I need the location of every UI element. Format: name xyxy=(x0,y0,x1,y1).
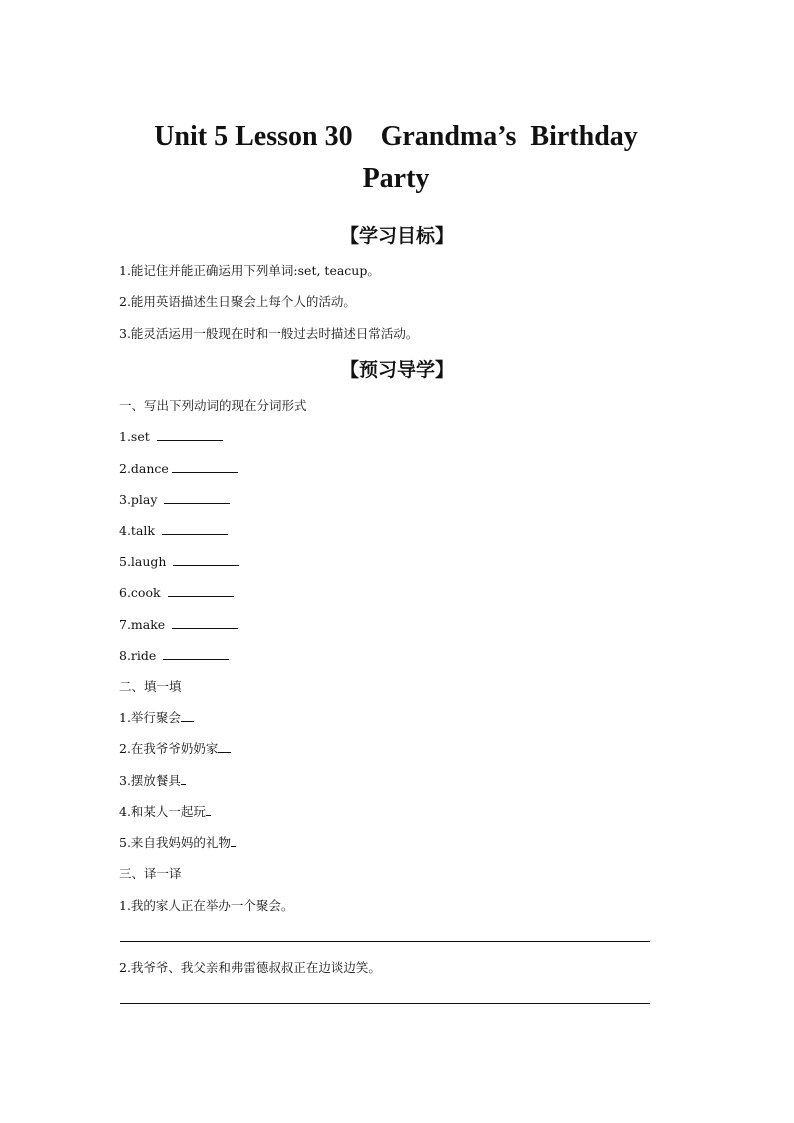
title-line-1: Unit 5 Lesson 30 Grandma’s Birthday xyxy=(154,121,638,152)
translate-item-2: 2.我爷爷、我父亲和弗雷德叔叔正在边谈边笑。 xyxy=(119,960,381,975)
fill-label: 4.和某人一起玩 xyxy=(119,804,206,819)
part1-title: 一、写出下列动词的现在分词形式 xyxy=(119,398,307,413)
verb-label: 3.play xyxy=(119,492,158,507)
fill-label: 5.来自我妈妈的礼物 xyxy=(119,835,231,850)
preview-heading: 【预习导学】 xyxy=(339,359,454,381)
verb-item-2 xyxy=(119,461,238,477)
answer-blank[interactable] xyxy=(173,554,239,566)
answer-blank[interactable] xyxy=(168,585,234,597)
fill-item-3 xyxy=(119,773,186,789)
answer-blank[interactable] xyxy=(231,835,236,847)
answer-blank[interactable] xyxy=(164,492,230,504)
answer-blank[interactable] xyxy=(157,429,223,441)
fill-label: 1.举行聚会 xyxy=(119,710,181,725)
page-title xyxy=(118,116,674,200)
answer-blank[interactable] xyxy=(206,804,211,816)
fill-item-1 xyxy=(119,710,194,726)
answer-blank[interactable] xyxy=(181,773,186,785)
fill-item-2 xyxy=(119,741,231,757)
verb-item-6 xyxy=(119,585,234,601)
goal-item-2: 2.能用英语描述生日聚会上每个人的活动。 xyxy=(119,294,356,309)
verb-label: 2.dance xyxy=(119,461,169,476)
translate-item-1: 1.我的家人正在举办一个聚会。 xyxy=(119,898,294,913)
answer-blank[interactable] xyxy=(163,648,229,660)
goal-item-1: 1.能记住并能正确运用下列单词:set, teacup。 xyxy=(119,263,380,278)
goals-heading: 【学习目标】 xyxy=(339,225,454,247)
answer-blank[interactable] xyxy=(162,523,228,535)
answer-blank[interactable] xyxy=(172,461,238,473)
verb-label: 7.make xyxy=(119,617,166,632)
title-line-2: Party xyxy=(362,163,430,194)
verb-label: 5.laugh xyxy=(119,554,167,569)
verb-item-4 xyxy=(119,523,228,539)
answer-blank[interactable] xyxy=(181,710,194,722)
fill-label: 3.摆放餐具 xyxy=(119,773,181,788)
verb-label: 6.cook xyxy=(119,585,161,600)
verb-label: 1.set xyxy=(119,429,150,444)
answer-blank[interactable] xyxy=(172,617,238,629)
translation-answer-line-1[interactable] xyxy=(120,941,650,942)
verb-item-1 xyxy=(119,429,223,445)
verb-label: 4.talk xyxy=(119,523,155,538)
part3-title: 三、译一译 xyxy=(119,866,182,881)
fill-label: 2.在我爷爷奶奶家 xyxy=(119,741,219,756)
translation-answer-line-2[interactable] xyxy=(120,1003,650,1004)
fill-item-4 xyxy=(119,804,211,820)
verb-item-3 xyxy=(119,492,230,508)
verb-item-8 xyxy=(119,648,229,664)
answer-blank[interactable] xyxy=(218,741,231,753)
goal-item-3: 3.能灵活运用一般现在时和一般过去时描述日常活动。 xyxy=(119,326,419,341)
fill-item-5 xyxy=(119,835,236,851)
verb-item-5 xyxy=(119,554,239,570)
verb-label: 8.ride xyxy=(119,648,157,663)
verb-item-7 xyxy=(119,617,238,633)
part2-title: 二、填一填 xyxy=(119,679,182,694)
